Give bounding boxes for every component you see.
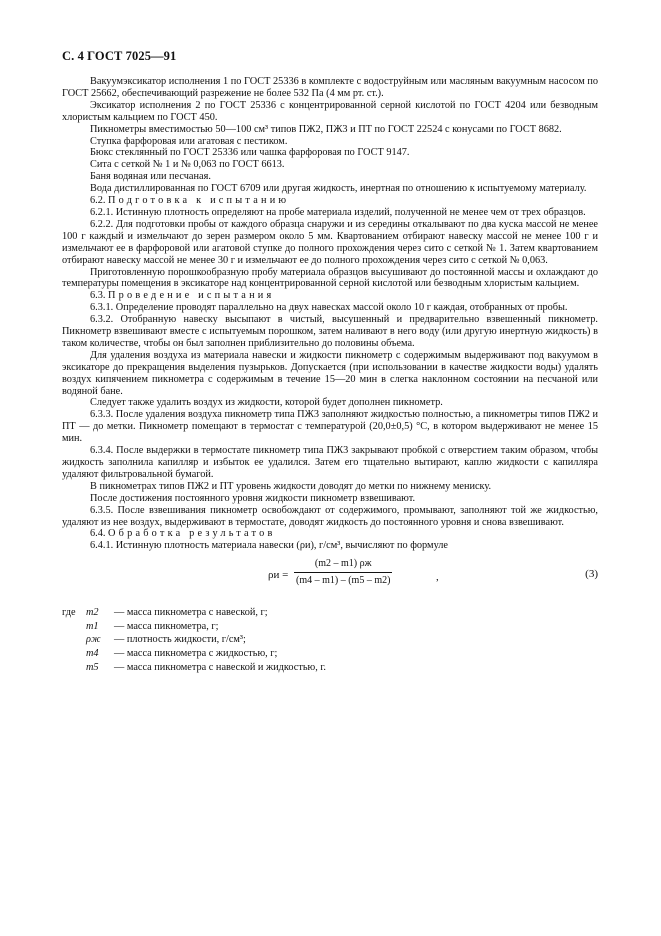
formula-denominator: (m4 – m1) – (m5 – m2) (296, 575, 391, 587)
formula-comma: , (436, 571, 439, 584)
section-title: Проведение испытания (108, 290, 275, 302)
paragraph: Ступка фарфоровая или агатовая с пестиком. (90, 135, 288, 147)
paragraph: Вода дистиллированная по ГОСТ 6709 или другая жидкость, инертная по отношению к испытуемому материалу. (90, 183, 587, 195)
paragraph: 6.2.2. Для подготовки пробы от каждого образца снаружи и из середины откалывают по два куска массой не менее 100 г каждый и измельчают до зерен размером около 5 мм. Квартованием отбирают навеску массой не менее 100 г и измельчают ее в фарфоровой или агатовой ступке до полного прохождения через сито с сеткой № 1. Затем квартованием отбирают навеску массой не менее 30 г и измельчают ее до полного прохождения через сито с сеткой № 0,063. (62, 218, 598, 266)
variable-symbol: m4 (86, 648, 99, 660)
list-item (62, 633, 598, 647)
list-item (62, 620, 598, 634)
section-heading (62, 195, 598, 207)
formula-number: (3) (585, 568, 598, 581)
variable-description: — масса пикнометра с жидкостью, г; (114, 648, 278, 660)
variable-symbol: m1 (86, 620, 99, 632)
variable-description: — масса пикнометра с навеской, г; (114, 607, 268, 619)
list-item (62, 606, 598, 620)
formula-numerator: (m2 – m1) ρж (314, 558, 372, 570)
section-number: 6.3. (90, 290, 106, 302)
paragraph: 6.3.2. Отобранную навеску высыпают в чистый, высушенный и предварительно взвешенный пикнометр. Пикнометр взвешивают вместе с испытуемым порошком, затем наливают в него воду (или другую инертную жидкость) в таком количестве, чтобы он был заполнен приблизительно до половины объема. (62, 314, 598, 349)
paragraph: 6.3.1. Определение проводят параллельно на двух навесках массой около 10 г каждая, отобранных от пробы. (90, 302, 568, 314)
variable-description: — масса пикнометра, г; (114, 620, 219, 632)
list-item (62, 647, 598, 661)
fraction-bar (294, 572, 392, 573)
paragraph: 6.3.3. После удаления воздуха пикнометр типа ПЖ3 заполняют жидкостью полностью, а пикнометры типов ПЖ2 и ПТ — до метки. Пикнометр помещают в термостат с температурой (20,0±0,5) °С, в котором выдерживают не менее 15 мин. (62, 409, 598, 445)
formula-fraction (294, 558, 392, 587)
paragraph: Эксикатор исполнения 2 по ГОСТ 25336 с концентрированной серной кислотой по ГОСТ 4204 или безводным хлористым кальцием по ГОСТ 450. (62, 99, 598, 123)
document-body (62, 76, 598, 674)
section-heading (62, 290, 598, 302)
section-title: Подготовка к испытанию (108, 195, 290, 207)
section-number: 6.4. (90, 528, 106, 540)
formula-3 (62, 558, 598, 598)
variable-symbol: m2 (86, 607, 99, 619)
paragraph: После достижения постоянного уровня жидкости пикнометр взвешивают. (90, 492, 416, 504)
formula-lhs: ρи = (268, 569, 289, 582)
variable-symbol: ρж (86, 634, 101, 646)
section-title: Обработка результатов (108, 528, 276, 540)
paragraph: Пикнометры вместимостью 50—100 см³ типов ПЖ2, ПЖ3 и ПТ по ГОСТ 22524 с конусами по ГОСТ 8682. (90, 123, 562, 135)
paragraph: Для удаления воздуха из материала навески и жидкости пикнометр с содержимым выдерживают под вакуумом в эксикаторе до прекращения выделения пузырьков. Допускается (при использовании в качестве жидкости воды) удалять воздух кипячением пикнометра с содержимым в течение 15—20 мин в слегка наклонном состоянии на песчаной или водяной бане. (62, 349, 598, 397)
section-heading (62, 528, 598, 540)
paragraph: Бюкс стеклянный по ГОСТ 25336 или чашка фарфоровая по ГОСТ 9147. (90, 147, 410, 159)
paragraph: Приготовленную порошкообразную пробу материала образцов высушивают до постоянной массы и охлаждают до температуры помещения в эксикаторе над концентрированной серной кислотой или безводным хлористым кальцием. (62, 266, 598, 290)
paragraph: 6.3.5. После взвешивания пикнометр освобождают от содержимого, промывают, заполняют той же жидкостью, удаляют из нее воздух, выдерживают в термостате, доводят жидкость до постоянного уровня и снова взвешивают. (62, 504, 598, 528)
paragraph: Сита с сеткой № 1 и № 0,063 по ГОСТ 6613. (90, 159, 285, 171)
paragraph: Вакуумэксикатор исполнения 1 по ГОСТ 25336 в комплекте с водоструйным или масляным вакуумным насосом по ГОСТ 25662, обеспечивающий разрежение не более 532 Па (4 мм рт. ст.). (62, 76, 598, 99)
paragraph: 6.2.1. Истинную плотность определяют на пробе материала изделий, полученной не менее чем от трех образцов. (90, 206, 586, 218)
variable-description: — масса пикнометра с навеской и жидкостью, г. (114, 661, 327, 673)
paragraph: 6.3.4. После выдержки в термостате пикнометр типа ПЖ3 закрывают пробкой с отверстием таким образом, чтобы жидкость заполнила капилляр и избыток ее удалился. Затем его тщательно вытирают, каплю жидкости с капилляра удаляют фильтровальной бумагой. (62, 445, 598, 480)
page-header: С. 4 ГОСТ 7025—91 (62, 49, 177, 63)
where-lead: где (62, 607, 76, 619)
section-number: 6.2. (90, 195, 106, 207)
variable-description: — плотность жидкости, г/см³; (114, 634, 246, 646)
paragraph: Следует также удалить воздух из жидкости, которой будет дополнен пикнометр. (90, 397, 443, 409)
where-list (62, 606, 598, 674)
paragraph: 6.4.1. Истинную плотность материала навески (ρи), г/см³, вычисляют по формуле (90, 540, 448, 552)
variable-symbol: m5 (86, 661, 99, 673)
list-item (62, 661, 598, 675)
paragraph: В пикнометрах типов ПЖ2 и ПТ уровень жидкости доводят до метки по нижнему мениску. (90, 480, 492, 492)
paragraph: Баня водяная или песчаная. (90, 171, 211, 183)
